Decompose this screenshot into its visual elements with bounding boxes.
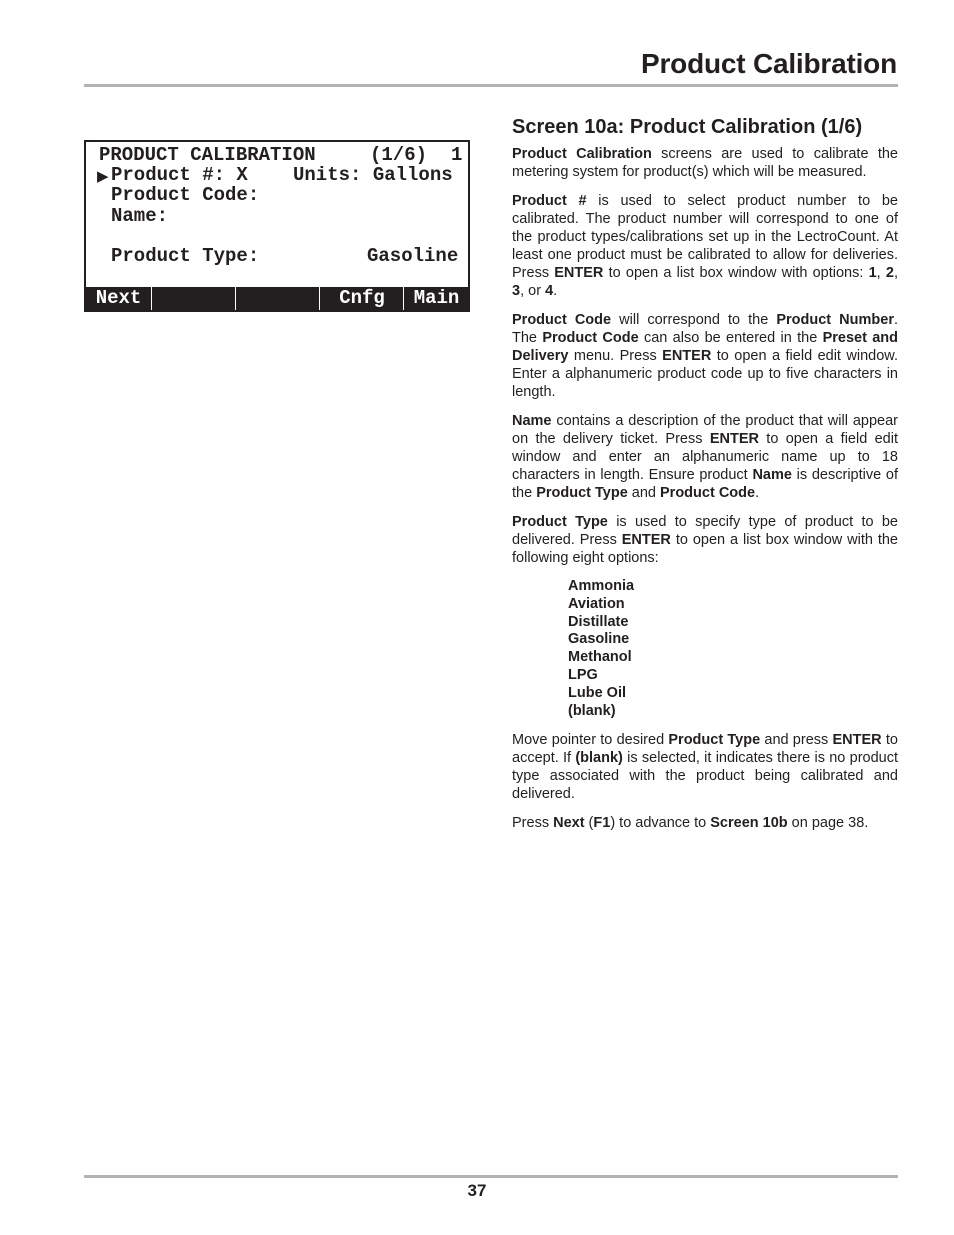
paragraph-intro: Product Calibration screens are used to calibrate the metering system for product(s) which will be measured. [512, 146, 898, 180]
lcd-screen [84, 140, 470, 312]
lcd-line-product-number [86, 165, 468, 186]
softkey-bar [86, 287, 468, 310]
paragraph-product-type: Product Type is used to specify type of product to be delivered. Press ENTER to open a list box window with the following eight options: [512, 514, 899, 566]
lcd-line-title [86, 145, 468, 166]
paragraph-product-number: Product # is used to select product number to be calibrated. The product number will correspond to one of the product types/calibrations set up in the LectroCount. At least one product must be calibrated to allow for deliveries. Press ENTER to open a list box window with options: 1, 2, 3, or 4. [512, 193, 899, 299]
list-item: (blank) [568, 702, 616, 719]
page-title: Product Calibration [641, 48, 897, 79]
header-rule [84, 84, 898, 87]
lcd-title: PRODUCT CALIBRATION [99, 144, 316, 166]
lcd-page-indicator: (1/6) [370, 144, 428, 166]
paragraph-product-code: Product Code will correspond to the Product Number. The Product Code can also be entered in the Preset and Delivery menu. Press ENTER to open a field edit window. Enter a alphanumeric product code up to five characters in length. [512, 312, 899, 400]
lcd-product-index: 1 [451, 144, 463, 166]
softkey-f3-button[interactable] [235, 287, 320, 310]
list-item: Distillate [568, 613, 629, 630]
paragraph-name: Name contains a description of the product that will appear on the delivery ticket. Press ENTER to open a field edit window and enter an alphanumeric name up to 18 characters in length. Ensure product Name is descriptive of the Product Type and Product Code. [512, 413, 898, 501]
list-item: LPG [568, 666, 598, 683]
paragraph-press-next: Press Next (F1) to advance to Screen 10b on page 38. [512, 815, 869, 832]
list-item: Aviation [568, 595, 625, 612]
lcd-line-name [86, 206, 468, 227]
list-item: Methanol [568, 649, 632, 666]
list-item: Ammonia [568, 578, 635, 594]
softkey-next-button[interactable]: Next [95, 287, 142, 309]
lcd-product-code[interactable]: Product Code: [111, 184, 260, 206]
lcd-product-type-value: Gasoline [367, 245, 459, 267]
list-item: Gasoline [568, 631, 630, 648]
lcd-units[interactable]: Units: Gallons [293, 164, 453, 186]
paragraph-move-pointer: Move pointer to desired Product Type and press ENTER to accept. If (blank) is selected, it indicates there is no product type associated with the product being calibrated and delivered. [512, 732, 898, 803]
softkey-f2-button[interactable] [151, 287, 236, 310]
section-heading: Screen 10a: Product Calibration (1/6) [512, 116, 863, 138]
lcd-product-number[interactable]: Product #: X [111, 164, 248, 186]
lcd-name[interactable]: Name: [111, 205, 169, 227]
lcd-line-product-code [86, 185, 468, 206]
lcd-product-type-label[interactable]: Product Type: [111, 245, 260, 267]
product-type-options [568, 578, 898, 720]
lcd-line-product-type [86, 246, 468, 267]
page-number: 37 [467, 1181, 487, 1200]
softkey-cnfg-button[interactable]: Cnfg [319, 287, 404, 310]
footer-rule [84, 1175, 898, 1178]
softkey-main-button[interactable]: Main [403, 287, 469, 310]
description-column [512, 114, 898, 843]
list-item: Lube Oil [568, 684, 626, 701]
pointer-arrow-icon: ▶ [97, 167, 109, 185]
